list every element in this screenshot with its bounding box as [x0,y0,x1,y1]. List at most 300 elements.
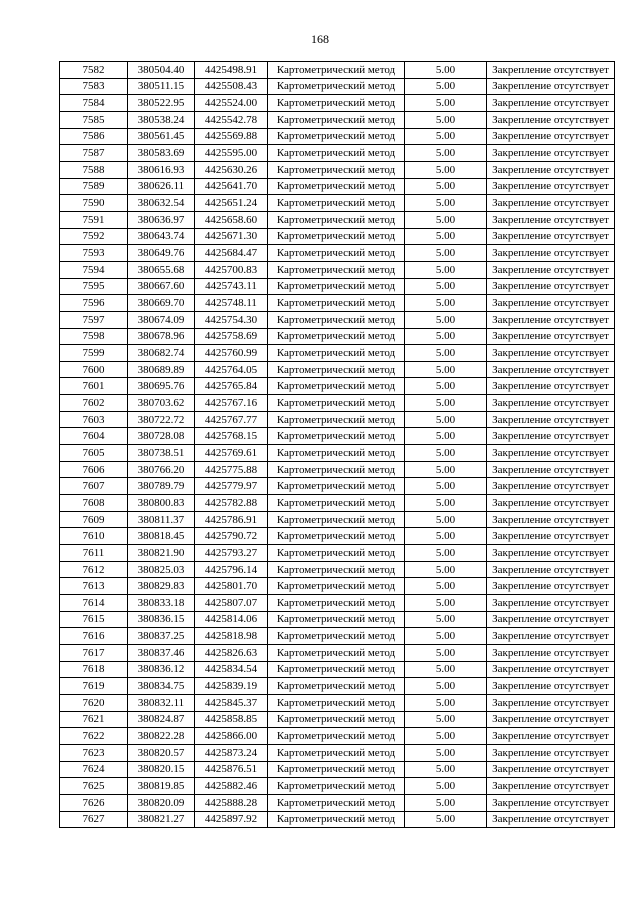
error-cell: 5.00 [405,128,487,145]
fixing-cell: Закрепление отсутствует [487,261,615,278]
point-number-cell: 7612 [60,561,128,578]
method-cell: Картометрический метод [268,328,405,345]
error-cell: 5.00 [405,611,487,628]
table-row [60,661,615,678]
y-coordinate-cell: 4425671.30 [195,228,268,245]
y-coordinate-cell: 4425873.24 [195,744,268,761]
table-row [60,694,615,711]
point-number-cell: 7590 [60,195,128,212]
error-cell: 5.00 [405,445,487,462]
point-number-cell: 7605 [60,445,128,462]
x-coordinate-cell: 380824.87 [128,711,195,728]
error-cell: 5.00 [405,511,487,528]
x-coordinate-cell: 380649.76 [128,245,195,262]
point-number-cell: 7624 [60,761,128,778]
method-cell: Картометрический метод [268,578,405,595]
method-cell: Картометрический метод [268,628,405,645]
point-number-cell: 7607 [60,478,128,495]
table-row [60,78,615,95]
point-number-cell: 7625 [60,778,128,795]
method-cell: Картометрический метод [268,311,405,328]
table-row [60,811,615,828]
error-cell: 5.00 [405,261,487,278]
fixing-cell: Закрепление отсутствует [487,428,615,445]
fixing-cell: Закрепление отсутствует [487,211,615,228]
fixing-cell: Закрепление отсутствует [487,694,615,711]
method-cell: Картометрический метод [268,595,405,612]
table-row [60,595,615,612]
error-cell: 5.00 [405,461,487,478]
method-cell: Картометрический метод [268,511,405,528]
y-coordinate-cell: 4425641.70 [195,178,268,195]
x-coordinate-cell: 380821.90 [128,545,195,562]
x-coordinate-cell: 380689.89 [128,361,195,378]
fixing-cell: Закрепление отсутствует [487,744,615,761]
table-row [60,62,615,79]
method-cell: Картометрический метод [268,811,405,828]
point-number-cell: 7595 [60,278,128,295]
point-number-cell: 7627 [60,811,128,828]
point-number-cell: 7608 [60,495,128,512]
table-body [60,62,615,828]
x-coordinate-cell: 380561.45 [128,128,195,145]
fixing-cell: Закрепление отсутствует [487,461,615,478]
table-row [60,228,615,245]
x-coordinate-cell: 380836.12 [128,661,195,678]
y-coordinate-cell: 4425845.37 [195,694,268,711]
table-row [60,728,615,745]
table-row [60,261,615,278]
method-cell: Картометрический метод [268,345,405,362]
method-cell: Картометрический метод [268,361,405,378]
method-cell: Картометрический метод [268,295,405,312]
x-coordinate-cell: 380626.11 [128,178,195,195]
point-number-cell: 7592 [60,228,128,245]
fixing-cell: Закрепление отсутствует [487,311,615,328]
point-number-cell: 7622 [60,728,128,745]
table-row [60,428,615,445]
y-coordinate-cell: 4425826.63 [195,644,268,661]
method-cell: Картометрический метод [268,728,405,745]
table-row [60,478,615,495]
method-cell: Картометрический метод [268,228,405,245]
y-coordinate-cell: 4425834.54 [195,661,268,678]
method-cell: Картометрический метод [268,678,405,695]
x-coordinate-cell: 380522.95 [128,95,195,112]
y-coordinate-cell: 4425866.00 [195,728,268,745]
fixing-cell: Закрепление отсутствует [487,345,615,362]
point-number-cell: 7613 [60,578,128,595]
method-cell: Картометрический метод [268,461,405,478]
y-coordinate-cell: 4425595.00 [195,145,268,162]
fixing-cell: Закрепление отсутствует [487,761,615,778]
y-coordinate-cell: 4425754.30 [195,311,268,328]
method-cell: Картометрический метод [268,778,405,795]
table-row [60,445,615,462]
error-cell: 5.00 [405,195,487,212]
table-row [60,545,615,562]
error-cell: 5.00 [405,78,487,95]
error-cell: 5.00 [405,694,487,711]
error-cell: 5.00 [405,211,487,228]
page-number: 168 [311,32,329,46]
error-cell: 5.00 [405,161,487,178]
x-coordinate-cell: 380800.83 [128,495,195,512]
x-coordinate-cell: 380504.40 [128,62,195,79]
error-cell: 5.00 [405,661,487,678]
method-cell: Картометрический метод [268,128,405,145]
point-number-cell: 7602 [60,395,128,412]
error-cell: 5.00 [405,778,487,795]
method-cell: Картометрический метод [268,261,405,278]
table-row [60,711,615,728]
fixing-cell: Закрепление отсутствует [487,711,615,728]
x-coordinate-cell: 380695.76 [128,378,195,395]
table-row [60,644,615,661]
fixing-cell: Закрепление отсутствует [487,95,615,112]
y-coordinate-cell: 4425888.28 [195,794,268,811]
x-coordinate-cell: 380538.24 [128,111,195,128]
table-row [60,295,615,312]
y-coordinate-cell: 4425542.78 [195,111,268,128]
x-coordinate-cell: 380836.15 [128,611,195,628]
y-coordinate-cell: 4425764.05 [195,361,268,378]
method-cell: Картометрический метод [268,561,405,578]
y-coordinate-cell: 4425775.88 [195,461,268,478]
x-coordinate-cell: 380829.83 [128,578,195,595]
fixing-cell: Закрепление отсутствует [487,278,615,295]
fixing-cell: Закрепление отсутствует [487,395,615,412]
method-cell: Картометрический метод [268,161,405,178]
method-cell: Картометрический метод [268,495,405,512]
point-number-cell: 7583 [60,78,128,95]
error-cell: 5.00 [405,644,487,661]
table-row [60,378,615,395]
error-cell: 5.00 [405,728,487,745]
point-number-cell: 7611 [60,545,128,562]
x-coordinate-cell: 380674.09 [128,311,195,328]
fixing-cell: Закрепление отсутствует [487,678,615,695]
y-coordinate-cell: 4425818.98 [195,628,268,645]
x-coordinate-cell: 380682.74 [128,345,195,362]
table-row [60,461,615,478]
x-coordinate-cell: 380678.96 [128,328,195,345]
table-row [60,578,615,595]
error-cell: 5.00 [405,744,487,761]
x-coordinate-cell: 380636.97 [128,211,195,228]
y-coordinate-cell: 4425882.46 [195,778,268,795]
point-number-cell: 7616 [60,628,128,645]
x-coordinate-cell: 380616.93 [128,161,195,178]
table-row [60,395,615,412]
error-cell: 5.00 [405,794,487,811]
method-cell: Картометрический метод [268,661,405,678]
point-number-cell: 7584 [60,95,128,112]
y-coordinate-cell: 4425858.85 [195,711,268,728]
y-coordinate-cell: 4425839.19 [195,678,268,695]
method-cell: Картометрический метод [268,378,405,395]
error-cell: 5.00 [405,345,487,362]
error-cell: 5.00 [405,328,487,345]
table-row [60,245,615,262]
y-coordinate-cell: 4425769.61 [195,445,268,462]
y-coordinate-cell: 4425814.06 [195,611,268,628]
fixing-cell: Закрепление отсутствует [487,245,615,262]
fixing-cell: Закрепление отсутствует [487,644,615,661]
x-coordinate-cell: 380632.54 [128,195,195,212]
fixing-cell: Закрепление отсутствует [487,561,615,578]
method-cell: Картометрический метод [268,428,405,445]
fixing-cell: Закрепление отсутствует [487,445,615,462]
point-number-cell: 7614 [60,595,128,612]
method-cell: Картометрический метод [268,178,405,195]
fixing-cell: Закрепление отсутствует [487,295,615,312]
method-cell: Картометрический метод [268,545,405,562]
x-coordinate-cell: 380834.75 [128,678,195,695]
fixing-cell: Закрепление отсутствует [487,628,615,645]
table-row [60,195,615,212]
x-coordinate-cell: 380818.45 [128,528,195,545]
point-number-cell: 7609 [60,511,128,528]
x-coordinate-cell: 380789.79 [128,478,195,495]
table-row [60,278,615,295]
error-cell: 5.00 [405,761,487,778]
table-row [60,678,615,695]
point-number-cell: 7601 [60,378,128,395]
x-coordinate-cell: 380820.57 [128,744,195,761]
point-number-cell: 7603 [60,411,128,428]
x-coordinate-cell: 380669.70 [128,295,195,312]
table-row [60,211,615,228]
y-coordinate-cell: 4425801.70 [195,578,268,595]
fixing-cell: Закрепление отсутствует [487,178,615,195]
method-cell: Картометрический метод [268,62,405,79]
method-cell: Картометрический метод [268,711,405,728]
point-number-cell: 7593 [60,245,128,262]
fixing-cell: Закрепление отсутствует [487,811,615,828]
fixing-cell: Закрепление отсутствует [487,361,615,378]
fixing-cell: Закрепление отсутствует [487,578,615,595]
y-coordinate-cell: 4425748.11 [195,295,268,312]
method-cell: Картометрический метод [268,744,405,761]
fixing-cell: Закрепление отсутствует [487,595,615,612]
point-number-cell: 7599 [60,345,128,362]
x-coordinate-cell: 380833.18 [128,595,195,612]
y-coordinate-cell: 4425684.47 [195,245,268,262]
x-coordinate-cell: 380811.37 [128,511,195,528]
table-row [60,111,615,128]
method-cell: Картометрический метод [268,528,405,545]
y-coordinate-cell: 4425790.72 [195,528,268,545]
point-number-cell: 7591 [60,211,128,228]
x-coordinate-cell: 380819.85 [128,778,195,795]
point-number-cell: 7618 [60,661,128,678]
error-cell: 5.00 [405,411,487,428]
method-cell: Картометрический метод [268,245,405,262]
fixing-cell: Закрепление отсутствует [487,78,615,95]
table-row [60,311,615,328]
y-coordinate-cell: 4425498.91 [195,62,268,79]
x-coordinate-cell: 380820.15 [128,761,195,778]
y-coordinate-cell: 4425758.69 [195,328,268,345]
error-cell: 5.00 [405,295,487,312]
table-row [60,95,615,112]
error-cell: 5.00 [405,378,487,395]
fixing-cell: Закрепление отсутствует [487,328,615,345]
y-coordinate-cell: 4425760.99 [195,345,268,362]
table-row [60,611,615,628]
method-cell: Картометрический метод [268,478,405,495]
fixing-cell: Закрепление отсутствует [487,195,615,212]
y-coordinate-cell: 4425508.43 [195,78,268,95]
method-cell: Картометрический метод [268,195,405,212]
error-cell: 5.00 [405,395,487,412]
x-coordinate-cell: 380511.15 [128,78,195,95]
error-cell: 5.00 [405,561,487,578]
point-number-cell: 7626 [60,794,128,811]
point-number-cell: 7604 [60,428,128,445]
point-number-cell: 7615 [60,611,128,628]
y-coordinate-cell: 4425630.26 [195,161,268,178]
table-row [60,744,615,761]
method-cell: Картометрический метод [268,794,405,811]
fixing-cell: Закрепление отсутствует [487,794,615,811]
table-row [60,511,615,528]
error-cell: 5.00 [405,278,487,295]
method-cell: Картометрический метод [268,211,405,228]
method-cell: Картометрический метод [268,611,405,628]
table-row [60,561,615,578]
error-cell: 5.00 [405,245,487,262]
point-number-cell: 7623 [60,744,128,761]
point-number-cell: 7588 [60,161,128,178]
y-coordinate-cell: 4425658.60 [195,211,268,228]
table-row [60,778,615,795]
method-cell: Картометрический метод [268,445,405,462]
error-cell: 5.00 [405,595,487,612]
x-coordinate-cell: 380655.68 [128,261,195,278]
method-cell: Картометрический метод [268,644,405,661]
point-number-cell: 7600 [60,361,128,378]
x-coordinate-cell: 380722.72 [128,411,195,428]
fixing-cell: Закрепление отсутствует [487,611,615,628]
fixing-cell: Закрепление отсутствует [487,528,615,545]
x-coordinate-cell: 380738.51 [128,445,195,462]
method-cell: Картометрический метод [268,111,405,128]
y-coordinate-cell: 4425700.83 [195,261,268,278]
error-cell: 5.00 [405,495,487,512]
point-number-cell: 7620 [60,694,128,711]
fixing-cell: Закрепление отсутствует [487,411,615,428]
fixing-cell: Закрепление отсутствует [487,228,615,245]
point-number-cell: 7606 [60,461,128,478]
y-coordinate-cell: 4425524.00 [195,95,268,112]
error-cell: 5.00 [405,711,487,728]
y-coordinate-cell: 4425779.97 [195,478,268,495]
point-number-cell: 7617 [60,644,128,661]
method-cell: Картометрический метод [268,694,405,711]
point-number-cell: 7587 [60,145,128,162]
y-coordinate-cell: 4425782.88 [195,495,268,512]
y-coordinate-cell: 4425807.07 [195,595,268,612]
fixing-cell: Закрепление отсутствует [487,478,615,495]
y-coordinate-cell: 4425767.16 [195,395,268,412]
error-cell: 5.00 [405,678,487,695]
error-cell: 5.00 [405,311,487,328]
point-number-cell: 7598 [60,328,128,345]
error-cell: 5.00 [405,178,487,195]
point-number-cell: 7585 [60,111,128,128]
table-row [60,495,615,512]
y-coordinate-cell: 4425765.84 [195,378,268,395]
x-coordinate-cell: 380821.27 [128,811,195,828]
fixing-cell: Закрепление отсутствует [487,161,615,178]
table-row [60,628,615,645]
error-cell: 5.00 [405,361,487,378]
table-row [60,178,615,195]
fixing-cell: Закрепление отсутствует [487,545,615,562]
fixing-cell: Закрепление отсутствует [487,728,615,745]
method-cell: Картометрический метод [268,145,405,162]
error-cell: 5.00 [405,628,487,645]
point-number-cell: 7619 [60,678,128,695]
point-number-cell: 7589 [60,178,128,195]
coordinates-table [59,61,615,828]
table-row [60,411,615,428]
table-row [60,761,615,778]
x-coordinate-cell: 380825.03 [128,561,195,578]
fixing-cell: Закрепление отсутствует [487,378,615,395]
y-coordinate-cell: 4425793.27 [195,545,268,562]
error-cell: 5.00 [405,578,487,595]
point-number-cell: 7621 [60,711,128,728]
x-coordinate-cell: 380728.08 [128,428,195,445]
point-number-cell: 7594 [60,261,128,278]
x-coordinate-cell: 380822.28 [128,728,195,745]
error-cell: 5.00 [405,145,487,162]
y-coordinate-cell: 4425876.51 [195,761,268,778]
y-coordinate-cell: 4425897.92 [195,811,268,828]
error-cell: 5.00 [405,111,487,128]
fixing-cell: Закрепление отсутствует [487,495,615,512]
x-coordinate-cell: 380766.20 [128,461,195,478]
fixing-cell: Закрепление отсутствует [487,661,615,678]
table-row [60,345,615,362]
method-cell: Картометрический метод [268,395,405,412]
table-row [60,128,615,145]
point-number-cell: 7597 [60,311,128,328]
fixing-cell: Закрепление отсутствует [487,145,615,162]
point-number-cell: 7596 [60,295,128,312]
table-row [60,794,615,811]
table-row [60,361,615,378]
error-cell: 5.00 [405,228,487,245]
y-coordinate-cell: 4425786.91 [195,511,268,528]
error-cell: 5.00 [405,95,487,112]
fixing-cell: Закрепление отсутствует [487,128,615,145]
table-row [60,145,615,162]
table-row [60,161,615,178]
method-cell: Картометрический метод [268,278,405,295]
x-coordinate-cell: 380832.11 [128,694,195,711]
x-coordinate-cell: 380667.60 [128,278,195,295]
point-number-cell: 7610 [60,528,128,545]
x-coordinate-cell: 380703.62 [128,395,195,412]
y-coordinate-cell: 4425651.24 [195,195,268,212]
fixing-cell: Закрепление отсутствует [487,778,615,795]
error-cell: 5.00 [405,811,487,828]
fixing-cell: Закрепление отсутствует [487,62,615,79]
